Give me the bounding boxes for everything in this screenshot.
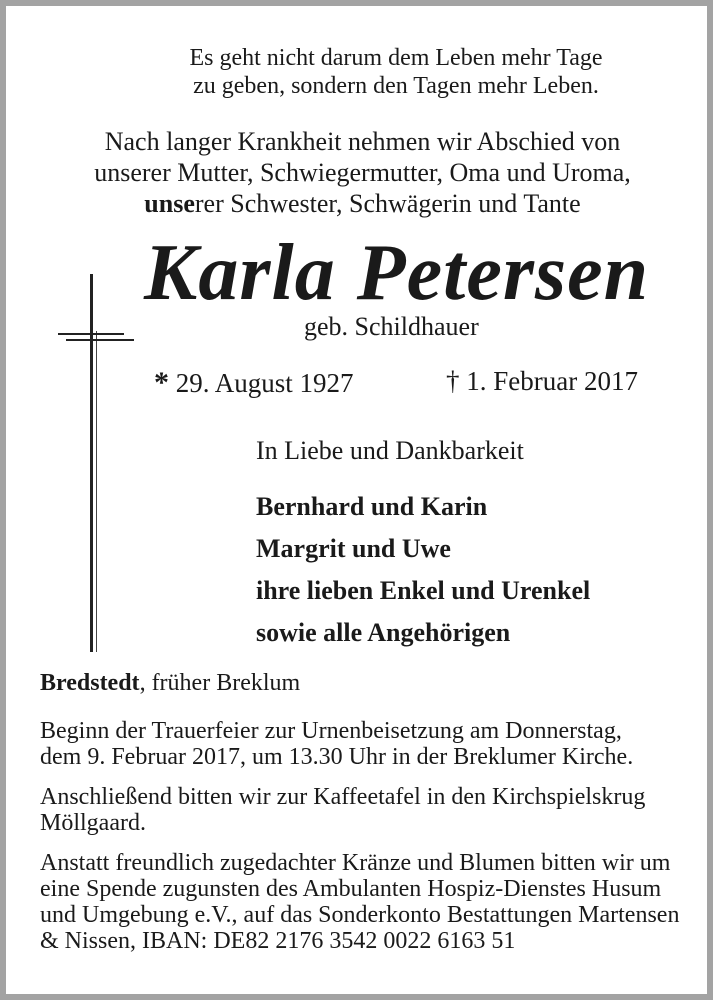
- death-date-line: [446, 366, 638, 397]
- donation-line: und Umgebung e.V., auf das Sonderkonto Bestattungen Martensen: [40, 902, 680, 928]
- motto-line-2: zu geben, sondern den Tagen mehr Leben.: [193, 73, 599, 99]
- mourner-name: Margrit und Uwe: [256, 534, 451, 563]
- ceremony-line: Beginn der Trauerfeier zur Urnenbeisetzung am Donnerstag,: [40, 718, 622, 744]
- intro-line-3: [6, 188, 713, 219]
- maiden-name: geb. Schildhauer: [304, 312, 479, 341]
- coffee-line: Möllgaard.: [40, 810, 146, 836]
- cross-icon-shadow: [96, 331, 97, 652]
- intro-line-1: Nach langer Krankheit nehmen wir Abschied von: [104, 127, 621, 156]
- place-town: Bredstedt: [40, 670, 140, 696]
- mourner-name: Bernhard und Karin: [256, 492, 488, 521]
- motto-line-1: Es geht nicht darum dem Leben mehr Tage: [189, 45, 603, 71]
- coffee-line: Anschließend bitten wir zur Kaffeetafel in den Kirchspielskrug: [40, 784, 646, 810]
- motto-quote: [126, 44, 666, 100]
- cross-icon: [90, 274, 93, 652]
- mourner-name: sowie alle Angehörigen: [256, 618, 511, 647]
- mourners-intro: In Liebe und Dankbarkeit: [256, 436, 524, 465]
- donation-line: eine Spende zugunsten des Ambulanten Hospiz-Dienstes Husum: [40, 876, 662, 902]
- deceased-name: Karla Petersen: [144, 229, 650, 317]
- birth-date: 29. August 1927: [175, 368, 354, 398]
- intro-line-3-prefix: unse: [144, 189, 195, 218]
- ceremony-paragraph: [40, 718, 690, 770]
- ceremony-line: dem 9. Februar 2017, um 13.30 Uhr in der Breklumer Kirche.: [40, 744, 634, 770]
- intro-line-3-rest: rer Schwester, Schwägerin und Tante: [194, 189, 581, 218]
- place-line: [40, 670, 690, 696]
- donation-line: & Nissen, IBAN: DE82 2176 3542 0022 6163 51: [40, 928, 516, 954]
- mourner-name: ihre lieben Enkel und Urenkel: [256, 576, 591, 605]
- death-date: 1. Februar 2017: [466, 366, 638, 396]
- mourners-list: [256, 486, 590, 654]
- intro-line-2: unserer Mutter, Schwiegermutter, Oma und Uroma,: [94, 158, 631, 187]
- place-former: , früher Breklum: [139, 670, 301, 696]
- cross-bar-upper: [58, 333, 124, 335]
- donation-line: Anstatt freundlich zugedachter Kränze und Blumen bitten wir um: [40, 850, 671, 876]
- death-cross-icon: †: [446, 366, 460, 396]
- birth-date-line: [154, 366, 354, 400]
- birth-star-icon: *: [154, 366, 169, 399]
- donation-paragraph: [40, 850, 690, 954]
- intro-text: [6, 126, 713, 219]
- coffee-paragraph: [40, 784, 690, 836]
- cross-bar-lower: [66, 339, 134, 341]
